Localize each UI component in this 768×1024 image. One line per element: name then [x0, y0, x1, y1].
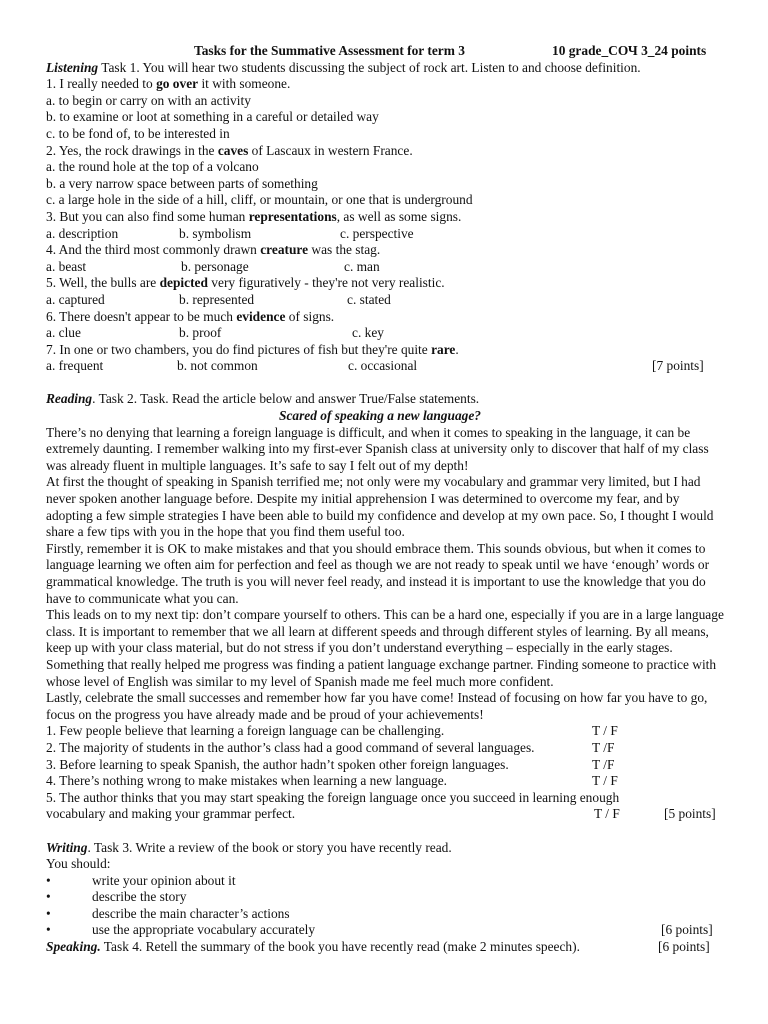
- keyword: creature: [260, 242, 309, 258]
- option: b. personage: [181, 258, 249, 274]
- options-row: [46, 292, 726, 309]
- question-5: 5. Well, the bulls are depicted very figuratively - they're not very realistic.: [46, 275, 445, 291]
- keyword: caves: [217, 142, 249, 158]
- speaking-intro: [46, 939, 726, 956]
- true-false-choice: T / F: [592, 723, 618, 739]
- option: b. proof: [179, 325, 222, 341]
- option: a. description: [46, 225, 119, 241]
- option: a. the round hole at the top of a volcano: [46, 159, 259, 175]
- document-title: Tasks for the Summative Assessment for term 3: [194, 43, 465, 58]
- options-row: [46, 226, 726, 243]
- options-row: [46, 259, 726, 276]
- keyword: representations: [248, 208, 337, 224]
- statement-row: [46, 757, 726, 774]
- listening-intro: [46, 60, 726, 77]
- bullet-icon: •: [46, 905, 51, 921]
- reading-intro: [46, 391, 726, 408]
- points-label: [6 points]: [658, 939, 710, 955]
- option: a. beast: [46, 258, 87, 274]
- keyword: rare: [431, 341, 456, 357]
- statement-text: 2. The majority of students in the author’s class had a good command of several languages.: [46, 739, 535, 755]
- statement-text: 5. The author thinks that you may start speaking the foreign language once you succeed in learning enough: [46, 789, 620, 805]
- reading-label: Reading: [46, 391, 93, 407]
- true-false-choice: T / F: [594, 806, 620, 822]
- listening-label: Listening: [46, 59, 99, 75]
- statement-row: [46, 790, 726, 807]
- keyword: depicted: [159, 275, 208, 291]
- option: c. perspective: [340, 225, 414, 241]
- statement-row: [46, 740, 726, 757]
- reading-instructions: . Task 2. Task. Read the article below and answer True/False statements.: [92, 391, 480, 407]
- bullet-item: • describe the story: [46, 889, 187, 905]
- option: b. to examine or loot at something in a careful or detailed way: [46, 109, 379, 125]
- speaking-instructions: Task 4. Retell the summary of the book you have recently read (make 2 minutes speech).: [100, 939, 580, 955]
- bullet-item: • describe the main character’s actions: [46, 905, 290, 921]
- statement-row: [46, 723, 726, 740]
- question-6: 6. There doesn't appear to be much evidence of signs.: [46, 308, 335, 324]
- option: b. not common: [177, 358, 258, 374]
- question-3: 3. But you can also find some human representations, as well as some signs.: [46, 208, 462, 224]
- writing-should: You should:: [46, 856, 111, 872]
- question-7: 7. In one or two chambers, you do find pictures of fish but they're quite rare.: [46, 341, 459, 357]
- question-2: 2. Yes, the rock drawings in the caves of Lascaux in western France.: [46, 142, 413, 158]
- option: c. occasional: [348, 358, 418, 374]
- statement-row: [46, 773, 726, 790]
- option: b. a very narrow space between parts of something: [46, 175, 318, 191]
- option: b. symbolism: [179, 225, 252, 241]
- options-row: [46, 358, 726, 375]
- spacer: [46, 375, 726, 392]
- article-paragraph: There’s no denying that learning a foreign language is difficult, and when it comes to speaking in the language, it can be extremely daunting. I remember walking into my first-ever Spanish class at university only to discover that half of my class was already fluent in multiple languages. It’s safe to say I felt out of my depth!: [46, 424, 709, 473]
- header-line: [46, 43, 726, 60]
- statement-text: 3. Before learning to speak Spanish, the author hadn’t spoken other foreign languages.: [46, 756, 509, 772]
- statement-text: 4. There’s nothing wrong to make mistakes when learning a new language.: [46, 773, 447, 789]
- writing-label: Writing: [46, 839, 88, 855]
- bullet-item: • write your opinion about it: [46, 872, 236, 888]
- option: c. to be fond of, to be interested in: [46, 125, 230, 141]
- true-false-choice: T /F: [592, 739, 615, 755]
- bullet-icon: •: [46, 872, 51, 888]
- options-row: [46, 325, 726, 342]
- bullet-item: • use the appropriate vocabulary accurately [6 points]: [46, 922, 713, 938]
- bullet-icon: •: [46, 889, 51, 905]
- option: c. man: [344, 258, 380, 274]
- article-paragraph: Something that really helped me progress was finding a patient language exchange partner. Finding someone to practice with whose level of English was similar to my level of Spanish made me feel much more confident.: [46, 656, 717, 689]
- speaking-label: Speaking.: [46, 939, 101, 955]
- option: c. key: [352, 325, 384, 341]
- keyword: go over: [156, 76, 199, 92]
- keyword: evidence: [236, 308, 286, 324]
- spacer: [46, 823, 726, 840]
- article-title: Scared of speaking a new language?: [279, 408, 481, 424]
- option: a. clue: [46, 325, 81, 341]
- article-paragraph: At first the thought of speaking in Spanish terrified me; not only were my vocabulary and grammar very limited, but I had never spoken another language before. Despite my initial apprehension I was determined to overcome my fear, and by adopting a few simple strategies I have been able to build my confidence and develop at my own pace. So, I thought I would share a few tips with you in the hope that you find them useful too.: [46, 474, 714, 540]
- option: c. stated: [347, 291, 391, 307]
- article-paragraph: Lastly, celebrate the small successes and remember how far you have come! Instead of focusing on how far you have to go, focus on the progress you have already made and be proud of your achievements!: [46, 690, 708, 722]
- points-label: [7 points]: [652, 358, 704, 374]
- listening-instructions: Task 1. You will hear two students discussing the subject of rock art. Listen to and choose definition.: [98, 59, 641, 75]
- option: a. frequent: [46, 358, 104, 374]
- question-1: 1. I really needed to go over it with someone.: [46, 76, 291, 92]
- writing-instructions: . Task 3. Write a review of the book or story you have recently read.: [87, 839, 452, 855]
- true-false-choice: T / F: [592, 773, 618, 789]
- bullet-icon: •: [46, 922, 51, 938]
- points-label: [5 points]: [664, 806, 716, 822]
- true-false-choice: T /F: [592, 756, 615, 772]
- statement-row: [46, 806, 726, 823]
- article-paragraph: This leads on to my next tip: don’t compare yourself to others. This can be a hard one, especially if you are in a large language class. It is important to remember that we all learn at different speeds and through different styles of learning. By all means, keep up with your class material, but do not stress if you don’t understand everything – especially in the early stages.: [46, 607, 724, 656]
- points-label: [6 points]: [661, 922, 713, 938]
- option: c. a large hole in the side of a hill, cliff, or mountain, or one that is underground: [46, 192, 473, 208]
- option: b. represented: [179, 291, 255, 307]
- article-paragraph: Firstly, remember it is OK to make mistakes and that you should embrace them. This sounds obvious, but when it comes to language learning we often aim for perfection and feel as though we are not ready to speak until we have ‘enough’ words or grammatical knowledge. The truth is you will never feel ready, and instead it is important to use the knowledge that you do have to communicate what you can.: [46, 540, 710, 606]
- grade-label: 10 grade_СОЧ 3_24 points: [552, 43, 707, 58]
- option: a. captured: [46, 291, 105, 307]
- writing-intro: [46, 840, 726, 857]
- statement-text: 1. Few people believe that learning a foreign language can be challenging.: [46, 723, 445, 739]
- question-4: 4. And the third most commonly drawn creature was the stag.: [46, 242, 381, 258]
- option: a. to begin or carry on with an activity: [46, 92, 251, 108]
- statement-text: vocabulary and making your grammar perfect.: [46, 806, 296, 822]
- assessment-document: [46, 43, 726, 956]
